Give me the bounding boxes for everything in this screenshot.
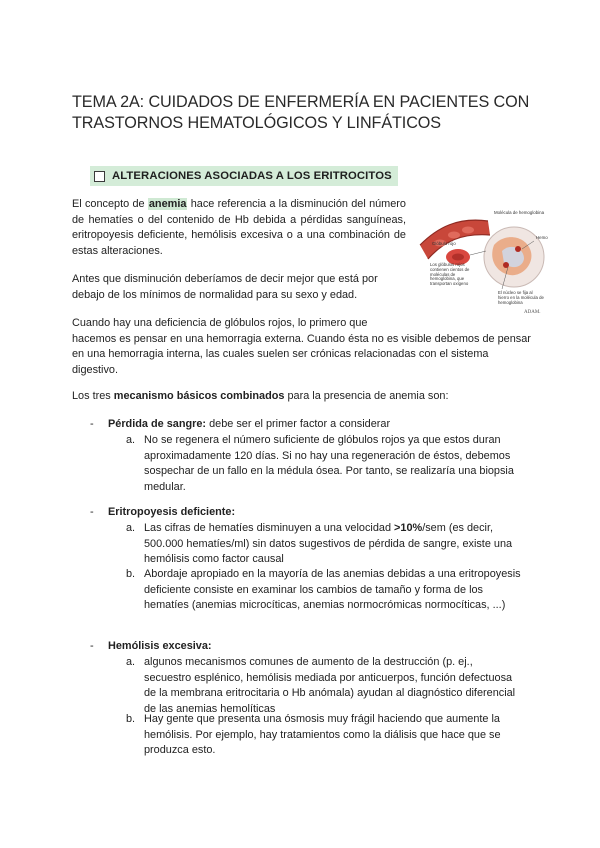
list-item-text-bold: >10% xyxy=(394,522,423,534)
mechanism-excessive-hemolysis xyxy=(108,639,508,655)
intro-paragraph xyxy=(72,197,406,259)
checkbox-icon xyxy=(94,171,105,182)
mechanism-title: Eritropoyesis deficiente: xyxy=(108,506,236,518)
list-marker: b. xyxy=(126,568,136,580)
hemoglobin-illustration xyxy=(418,205,546,317)
figure-label-hemo: Hemo xyxy=(536,235,548,240)
bullet-dash: - xyxy=(90,640,94,652)
mechanism-title: Hemólisis excesiva: xyxy=(108,640,212,652)
paragraph-normal-limits: Antes que disminución deberíamos de decir mejor que está por debajo de los mínimos de normalidad para su sexo y edad. xyxy=(72,273,378,301)
section-heading-text: ALTERACIONES ASOCIADAS A LOS ERITROCITOS xyxy=(112,170,392,182)
mechanism-title: Pérdida de sangre: xyxy=(108,418,207,430)
figure-label-cell: Glóbulo rojo xyxy=(432,241,456,246)
list-item-text-before: Las cifras de hematíes disminuyen a una velocidad xyxy=(144,522,395,534)
list-item-text-after: /sem (es decir, 500.000 hematíes/ml) sin datos sugestivos de pérdida de sangre, existe una hemólisis como factor causal xyxy=(144,522,513,566)
list-item xyxy=(126,655,522,717)
list-marker: b. xyxy=(126,713,136,725)
list-item xyxy=(126,433,520,495)
figure-label-molecule: Molécula de hemoglobina xyxy=(494,210,545,215)
list-marker: a. xyxy=(126,656,136,668)
list-item-text: No se regenera el número suficiente de glóbulos rojos ya que estos duran aproximadamente 120 días. Si no hay una regeneración de éstos, debemos sospechar de un fallo en la médula ósea. Por tanto, se realizaría una biopsia medular. xyxy=(144,434,514,493)
mechanisms-intro-bold: mecanismo básicos combinados xyxy=(113,390,285,402)
list-item-text: Hay gente que presenta una ósmosis muy frágil haciendo que aumente la hemólisis. Por ejemplo, hay tratamientos como la diálisis que hace que se produzca esto. xyxy=(144,713,501,757)
list-item xyxy=(126,712,522,759)
paragraph-hemorrhage-rest: hacemos es pensar en una hemorragia externa. Cuando ésta no es visible debemos de pensar en una hemorragia interna, las cuales suelen ser crónicas relacionadas con el sistema digestivo. xyxy=(72,332,531,376)
figure-credit: ADAM. xyxy=(524,310,541,315)
section-heading xyxy=(90,166,398,186)
intro-text-after: hace referencia a la disminución del número de hematíes o del contenido de Hb debida a pérdidas sanguíneas, eritropoyesis deficiente, hemólisis excesiva o a una combinación de estas alteraciones. xyxy=(72,198,406,257)
anemia-term: anemia xyxy=(148,198,187,210)
paragraph-hemorrhage xyxy=(72,316,532,378)
list-item xyxy=(126,567,524,614)
paragraph-hemorrhage-line1: Cuando hay una deficiencia de glóbulos rojos, lo primero que xyxy=(72,317,368,329)
list-item-text: algunos mecanismos comunes de aumento de la destrucción (p. ej., secuestro esplénico, hemólisis mediada por anticuerpos, función defectuosa de la membrana eritrocitaria o Hb anómala) ayudan al diagnóstico diferencial de las anemias hemolíticas xyxy=(144,656,516,715)
intro-text-before: El concepto de xyxy=(72,198,148,210)
mechanisms-intro-before: Los tres xyxy=(72,390,114,402)
mechanism-title-tail: debe ser el primer factor a considerar xyxy=(206,418,391,430)
page-title: TEMA 2A: CUIDADOS DE ENFERMERÍA EN PACIENTES CON TRASTORNOS HEMATOLÓGICOS Y LINFÁTICOS xyxy=(72,93,530,132)
bullet-dash: - xyxy=(90,418,94,430)
list-marker: a. xyxy=(126,434,136,446)
figure-label-desc: Los glóbulos rojos contienen cientos de moléculas de hemoglobina, que transportan oxígeno xyxy=(430,262,470,287)
mechanisms-intro-after: para la presencia de anemia son: xyxy=(284,390,449,402)
list-item xyxy=(126,521,524,568)
bullet-dash: - xyxy=(90,506,94,518)
mechanism-deficient-erythropoiesis xyxy=(108,505,508,521)
list-item-text: Abordaje apropiado en la mayoría de las anemias debidas a una eritropoyesis deficiente consiste en examinar los cambios de tamaño y forma de los hematíes (anemias microcíticas, anemias normocrómicas normocíticas, ...) xyxy=(144,568,521,612)
mechanism-blood-loss xyxy=(108,417,508,433)
list-marker: a. xyxy=(126,522,136,534)
figure-label-iron: El núcleo se fija al hierro en la molécula de hemoglobina xyxy=(498,290,544,305)
paragraph-mechanisms-intro xyxy=(72,389,532,405)
